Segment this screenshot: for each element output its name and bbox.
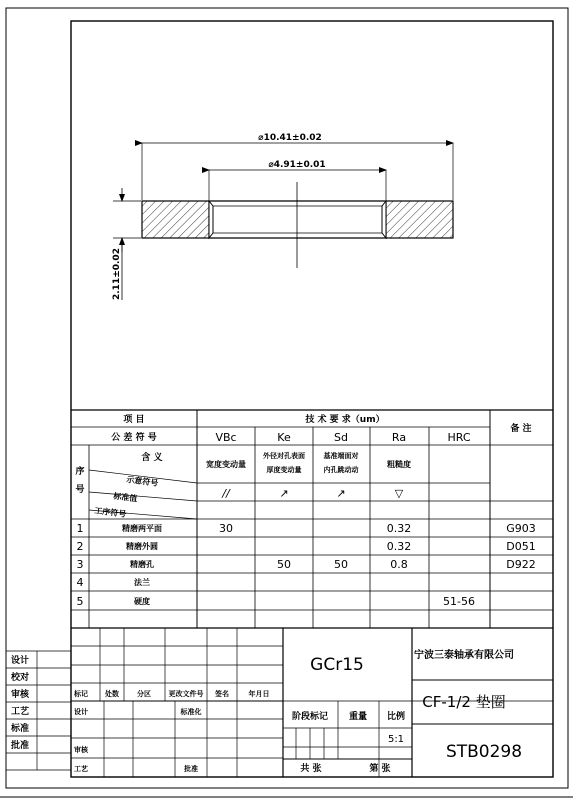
svg-text:G903: G903: [506, 522, 536, 535]
header-remark: 备 注: [510, 424, 532, 434]
title-block-text: [73, 648, 522, 774]
meaning-sd-2: 内孔跳动动: [323, 466, 359, 474]
dim-height: 2.11±0.02: [112, 248, 122, 300]
svg-text:5: 5: [76, 595, 84, 608]
svg-text:D922: D922: [506, 558, 536, 571]
mark-label: 标记: [74, 690, 88, 698]
dim-inner-diameter: ⌀4.91±0.01: [268, 160, 326, 170]
design-label: 设计: [74, 708, 88, 716]
svg-text:51-56: 51-56: [443, 595, 475, 608]
col-code-hrc: HRC: [447, 431, 471, 444]
side-label-standard: 标准: [10, 724, 30, 734]
symbol-parallel: //: [222, 487, 230, 500]
symbol-roughness: ▽: [394, 487, 404, 500]
label-standard: 标准值: [112, 491, 138, 504]
table-row: [77, 558, 536, 571]
side-label-review: 审核: [10, 690, 30, 700]
svg-text:硬度: 硬度: [134, 597, 150, 606]
right-section-hatch: [386, 201, 453, 238]
svg-text:3: 3: [76, 558, 84, 571]
material: GCr15: [310, 655, 364, 675]
header-tech: 技 术 要 求（um）: [305, 415, 385, 425]
approve-label: 批准: [184, 765, 198, 773]
meaning-vbc: 宽度变动量: [206, 460, 246, 469]
scale-label: 比例: [386, 712, 406, 722]
svg-text:1: 1: [76, 522, 84, 535]
svg-text:50: 50: [334, 558, 348, 571]
svg-text:50: 50: [277, 558, 291, 571]
symbol-runout-ke: ↗: [279, 487, 289, 500]
scale-value: 5:1: [387, 734, 405, 745]
company-name: 宁波三泰轴承有限公司: [414, 650, 514, 661]
meaning-ke-1: 外径对孔表面: [263, 452, 305, 460]
review-label: 审核: [74, 746, 88, 754]
svg-text:0.32: 0.32: [386, 540, 412, 553]
left-section-hatch: [142, 201, 209, 238]
meaning-ke-2: 厚度变动量: [266, 466, 302, 474]
table-row: [77, 595, 475, 608]
svg-text:D051: D051: [506, 540, 536, 553]
dim-outer-diameter: ⌀10.41±0.02: [258, 133, 322, 143]
label-symbol: 示意符号: [125, 475, 159, 488]
label-seq-1: 序: [75, 467, 85, 477]
svg-text:精磨外圆: 精磨外圆: [126, 542, 158, 551]
col-code-ra: Ra: [391, 431, 407, 444]
header-item: 项 目: [123, 415, 145, 425]
table-row: [77, 576, 151, 589]
date-label: 年月日: [248, 690, 270, 698]
drawing-number: STB0298: [445, 742, 523, 762]
side-label-process: 工艺: [10, 707, 30, 717]
label-meaning: 含 义: [141, 453, 163, 463]
weight-label: 重量: [348, 712, 368, 722]
side-label-approve: 批准: [10, 741, 30, 751]
meaning-sd-1: 基准端面对: [323, 452, 359, 460]
symbol-runout-sd: ↗: [336, 487, 346, 500]
label-seq-2: 号: [75, 485, 85, 495]
svg-text:0.8: 0.8: [390, 558, 408, 571]
side-label-design: 设计: [10, 656, 30, 666]
zone-label: 分区: [137, 690, 151, 698]
standardization-label: 标准化: [180, 708, 202, 716]
col-code-vbc: VBc: [215, 431, 237, 444]
svg-text:精磨两平面: 精磨两平面: [122, 524, 162, 533]
svg-text:精磨孔: 精磨孔: [130, 560, 154, 569]
spec-table-text: [75, 413, 535, 608]
side-labels: [10, 654, 30, 751]
table-row: [77, 522, 536, 535]
svg-text:0.32: 0.32: [386, 522, 412, 535]
col-code-ke: Ke: [277, 431, 291, 444]
process-label: 工艺: [74, 765, 88, 773]
total-sheets-label: 共 张: [300, 764, 322, 774]
header-tolerance: 公 差 符 号: [111, 433, 157, 443]
part-drawing: [112, 133, 453, 300]
meaning-ra: 粗糙度: [387, 460, 411, 469]
change-doc-label: 更改文件号: [168, 690, 204, 698]
part-name: CF-1/2 垫圈: [422, 693, 506, 711]
side-label-check: 校对: [10, 673, 30, 683]
label-process: 工序符号: [93, 506, 127, 519]
svg-text:4: 4: [76, 576, 84, 589]
outer-border: [6, 8, 568, 788]
stage-mark-label: 阶段标记: [291, 712, 329, 722]
svg-text:法兰: 法兰: [134, 578, 150, 587]
signature-label: 签名: [215, 690, 229, 698]
table-row: [77, 540, 536, 553]
svg-text:2: 2: [76, 540, 84, 553]
svg-text:30: 30: [219, 522, 233, 535]
sheet-no-label: 第 张: [369, 764, 391, 774]
count-label: 处数: [105, 690, 119, 698]
col-code-sd: Sd: [334, 431, 348, 444]
